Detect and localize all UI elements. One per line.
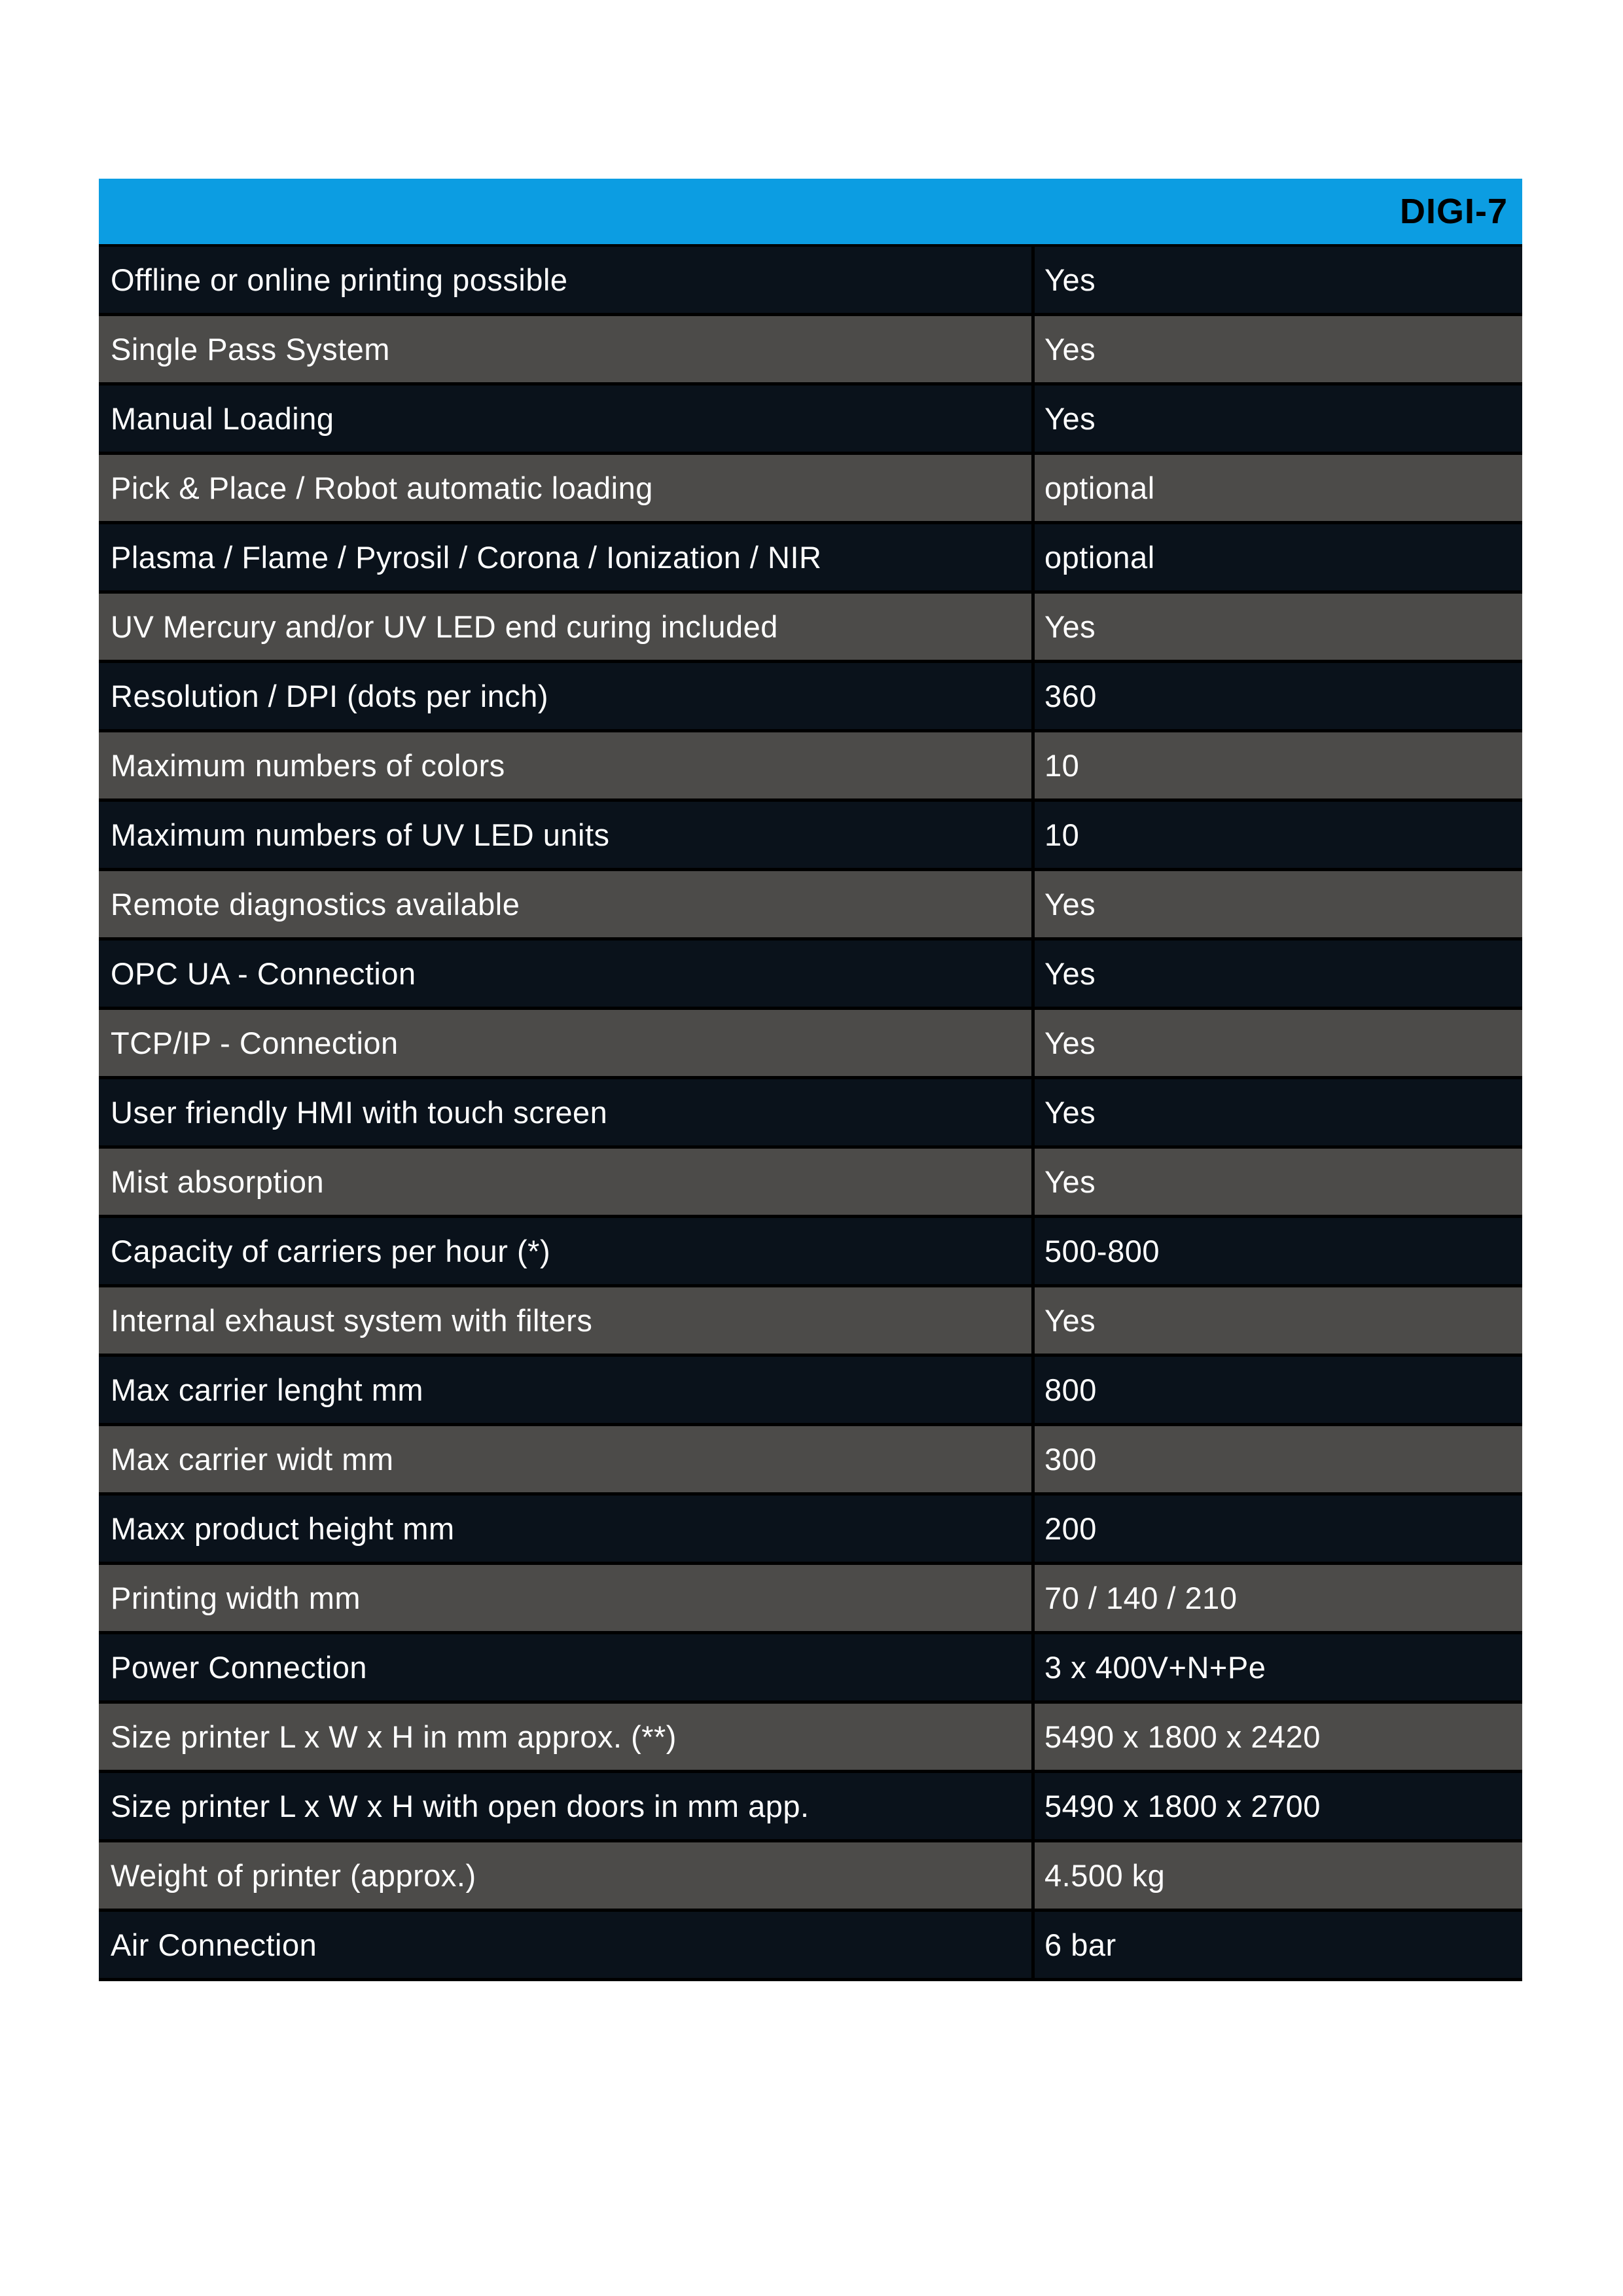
table-row: [99, 1218, 1522, 1287]
spec-cell: Maximum numbers of UV LED units: [99, 802, 1035, 868]
table-row: [99, 1426, 1522, 1496]
table-row: [99, 1565, 1522, 1634]
spec-cell: Weight of printer (approx.): [99, 1842, 1035, 1909]
value-cell: 3 x 400V+N+Pe: [1044, 1650, 1266, 1685]
value-cell: Yes: [1044, 1026, 1096, 1060]
table-row: [99, 455, 1522, 524]
table-row: [99, 802, 1522, 871]
table-row: [99, 1079, 1522, 1149]
spec-cell: Plasma / Flame / Pyrosil / Corona / Ionization / NIR: [99, 524, 1035, 590]
table-row: [99, 1149, 1522, 1218]
spec-cell: Pick & Place / Robot automatic loading: [99, 455, 1035, 521]
table-body: [99, 247, 1522, 1981]
spec-cell: Printing width mm: [99, 1565, 1035, 1631]
value-cell: 4.500 kg: [1044, 1858, 1166, 1893]
spec-cell: UV Mercury and/or UV LED end curing included: [99, 594, 1035, 660]
value-cell: Yes: [1044, 1164, 1096, 1199]
table-row: [99, 663, 1522, 732]
table-row: [99, 1773, 1522, 1842]
spec-table: [99, 179, 1522, 1981]
spec-cell: Max carrier lenght mm: [99, 1357, 1035, 1423]
value-cell: 360: [1044, 679, 1097, 713]
spec-cell: User friendly HMI with touch screen: [99, 1079, 1035, 1145]
table-row: [99, 1010, 1522, 1079]
value-cell: 800: [1044, 1372, 1097, 1407]
table-row: [99, 941, 1522, 1010]
value-cell: 5490 x 1800 x 2700: [1044, 1789, 1321, 1823]
spec-cell: Maxx product height mm: [99, 1496, 1035, 1562]
table-row: [99, 1634, 1522, 1704]
spec-cell: TCP/IP - Connection: [99, 1010, 1035, 1076]
value-cell: 10: [1044, 748, 1080, 783]
value-cell: 200: [1044, 1511, 1097, 1546]
value-cell: 10: [1044, 817, 1080, 852]
value-cell: Yes: [1044, 1095, 1096, 1130]
table-row: [99, 1496, 1522, 1565]
value-cell: Yes: [1044, 401, 1096, 436]
spec-cell: Power Connection: [99, 1634, 1035, 1700]
value-cell: Yes: [1044, 1303, 1096, 1338]
spec-cell: Remote diagnostics available: [99, 871, 1035, 937]
spec-cell: Mist absorption: [99, 1149, 1035, 1215]
spec-cell: Size printer L x W x H in mm approx. (**): [99, 1704, 1035, 1770]
table-row: [99, 524, 1522, 594]
spec-cell: Offline or online printing possible: [99, 247, 1035, 313]
spec-cell: Capacity of carriers per hour (*): [99, 1218, 1035, 1284]
product-title: DIGI-7: [1399, 192, 1508, 231]
table-row: [99, 1704, 1522, 1773]
table-row: [99, 1287, 1522, 1357]
value-cell: Yes: [1044, 332, 1096, 367]
spec-cell: Maximum numbers of colors: [99, 732, 1035, 798]
spec-cell: OPC UA - Connection: [99, 941, 1035, 1007]
table-header: [99, 179, 1522, 247]
spec-cell: Resolution / DPI (dots per inch): [99, 663, 1035, 729]
value-cell: optional: [1044, 471, 1155, 505]
value-cell: Yes: [1044, 887, 1096, 922]
table-row: [99, 386, 1522, 455]
table-row: [99, 1842, 1522, 1912]
table-row: [99, 732, 1522, 802]
value-cell: 500-800: [1044, 1234, 1160, 1268]
value-cell: Yes: [1044, 609, 1096, 644]
table-row: [99, 871, 1522, 941]
spec-cell: Manual Loading: [99, 386, 1035, 452]
value-cell: 5490 x 1800 x 2420: [1044, 1719, 1321, 1754]
table-row: [99, 1912, 1522, 1981]
spec-cell: Size printer L x W x H with open doors in mm app.: [99, 1773, 1035, 1839]
spec-cell: Internal exhaust system with filters: [99, 1287, 1035, 1354]
table-row: [99, 316, 1522, 386]
value-cell: optional: [1044, 540, 1155, 575]
value-cell: 70 / 140 / 210: [1044, 1581, 1238, 1615]
value-cell: Yes: [1044, 956, 1096, 991]
spec-cell: Single Pass System: [99, 316, 1035, 382]
value-cell: 6 bar: [1044, 1928, 1116, 1962]
table-row: [99, 247, 1522, 316]
table-row: [99, 594, 1522, 663]
spec-cell: Max carrier widt mm: [99, 1426, 1035, 1492]
spec-cell: Air Connection: [99, 1912, 1035, 1978]
value-cell: Yes: [1044, 262, 1096, 297]
value-cell: 300: [1044, 1442, 1097, 1477]
table-row: [99, 1357, 1522, 1426]
